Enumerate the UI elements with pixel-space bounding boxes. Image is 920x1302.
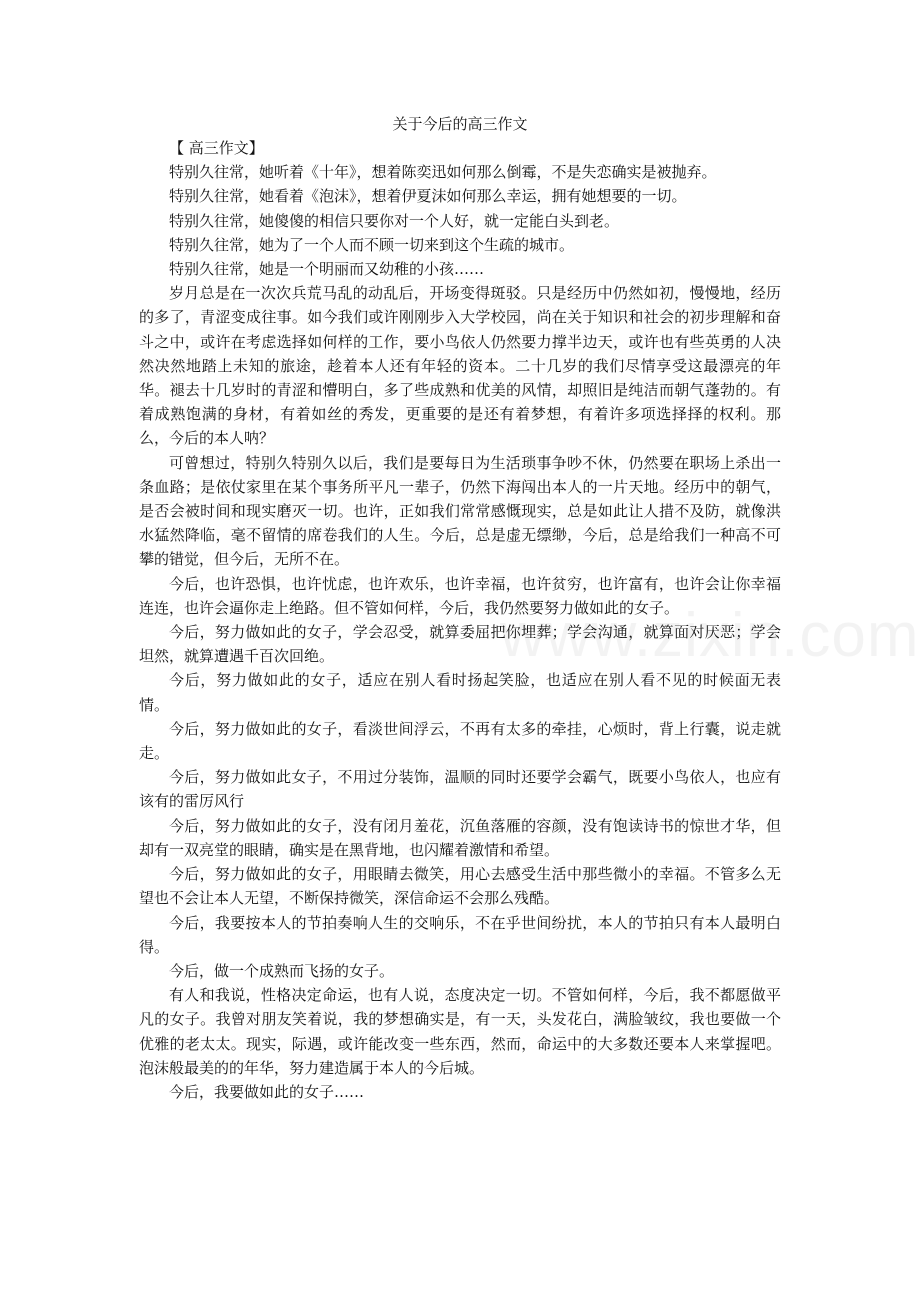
paragraph: 特别久往常，她听着《十年》，想着陈奕迅如何那么倒霉，不是失恋确实是被抛弃。 — [169, 163, 717, 182]
paragraph: 今后，努力做如此女子，不用过分装饰，温顺的同时还要学会霸气，既要小鸟依人，也应有该有的雷厉风行 — [139, 768, 781, 811]
paragraph: 今后，努力做如此的女子，没有闭月羞花，沉鱼落雁的容颜，没有饱读诗书的惊世才华，但却有一双亮堂的眼睛，确实是在黑背地，也闪耀着激情和希望。 — [139, 816, 781, 859]
paragraph: 岁月总是在一次次兵荒马乱的动乱后，开场变得斑驳。只是经历中仍然如初，慢慢地，经历的多了，青涩变成往事。如今我们或许刚刚步入大学校园，尚在关于知识和社会的初步理解和奋斗之中，或许在考虑选择如何样的工作，要小鸟依人仍然要力撑半边天，或许也有些英勇的人决然决然地踏上未知的旅途，趁着本人还有年轻的资本。二十几岁的我们尽情享受这最漂亮的年华。褪去十几岁时的青涩和懵明白，多了些成熟和优美的风情，却照旧是纯洁而朝气蓬勃的。有着成熟饱满的身材，有着如丝的秀发，更重要的是还有着梦想，有着许多项选择择的权利。那么，今后的本人呐？ — [139, 284, 781, 448]
paragraph: 特别久往常，她傻傻的相信只要你对一个人好，就一定能白头到老。 — [169, 211, 620, 230]
paragraph: 今后，努力做如此的女子，看淡世间浮云，不再有太多的牵挂，心烦时，背上行囊，说走就走。 — [139, 719, 781, 763]
category-label: 【 高三作文】 — [169, 139, 264, 157]
paragraph: 今后，我要按本人的节拍奏响人生的交响乐，不在乎世间纷扰，本人的节拍只有本人最明白得。 — [139, 913, 781, 956]
paragraph: 今后，做一个成熟而飞扬的女子。 — [169, 961, 395, 980]
document-title: 关于今后的高三作文 — [392, 115, 528, 133]
paragraph: 今后，努力做如此的女子，学会忍受，就算委屈把你埋葬；学会沟通，就算面对厌恶；学会坦然，就算遭遇千百次回绝。 — [139, 623, 781, 666]
paragraph: 今后，努力做如此的女子，用眼睛去微笑，用心去感受生活中那些微小的幸福。不管多么无望也不会让本人无望，不断保持微笑，深信命运不会那么残酷。 — [139, 865, 781, 908]
paragraph: 今后，我要做如此的女子…… — [169, 1082, 365, 1101]
essay-body — [139, 160, 781, 1104]
document-page — [139, 112, 781, 1104]
paragraph: 今后，也许恐惧，也许忧虑，也许欢乐，也许幸福，也许贫穷，也许富有，也许会让你幸福连连，也许会逼你走上绝路。但不管如何样，今后，我仍然要努力做如此的女子。 — [139, 574, 781, 617]
paragraph: 特别久往常，她是一个明丽而又幼稚的小孩…… — [169, 260, 485, 279]
paragraph: 有人和我说，性格决定命运，也有人说，态度决定一切。不管如何样，今后，我不都愿做平凡的女子。我曾对朋友笑着说，我的梦想确实是，有一天，头发花白，满脸皱纹，我也要做一个优雅的老太太。现实，际遇，或许能改变一些东西，然而，命运中的大多数还要本人来掌握吧。泡沫般最美的的年华，努力建造属于本人的今后城。 — [139, 986, 781, 1077]
paragraph: 今后，努力做如此的女子，适应在别人看时扬起笑脸，也适应在别人看不见的时候面无表情。 — [139, 671, 781, 714]
paragraph: 特别久往常，她看着《泡沫》，想着伊夏沫如何那么幸运，拥有她想要的一切。 — [169, 187, 687, 206]
paragraph: 可曾想过，特别久特别久以后，我们是要每日为生活琐事争吵不休，仍然要在职场上杀出一条血路；是依仗家里在某个事务所平凡一辈子，仍然下海闯出本人的一片天地。经历中的朝气，是否会被时间和现实磨灭一切。也许，正如我们常常感慨现实，总是如此让人措不及防，就像洪水猛然降临，毫不留情的席卷我们的人生。今后，总是虚无缥缈，今后，总是给我们一种高不可攀的错觉，但今后，无所不在。 — [139, 453, 781, 569]
paragraph: 特别久往常，她为了一个人而不顾一切来到这个生疏的城市。 — [169, 235, 575, 254]
